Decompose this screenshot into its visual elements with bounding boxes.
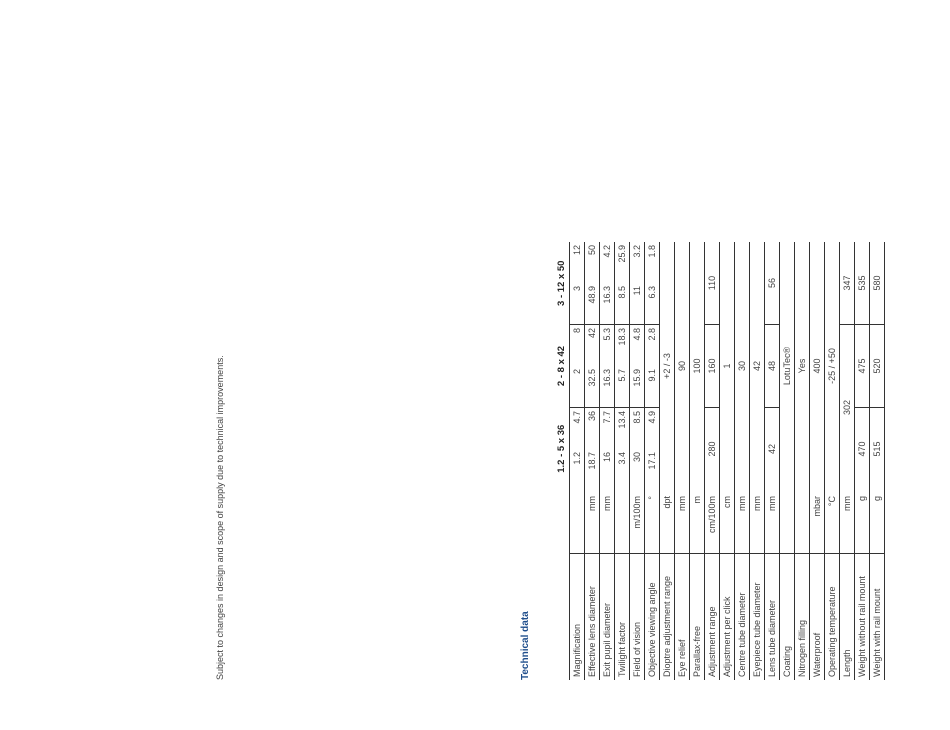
row-value: 15.9	[630, 366, 645, 408]
row-label: Parallax-free	[690, 554, 705, 681]
row-value: 16.3	[600, 366, 615, 408]
row-value: 580	[870, 242, 885, 325]
model-2-header: 2 - 8 x 42	[553, 325, 570, 408]
row-value: 16	[600, 449, 615, 490]
model-1-header: 1.2 - 5 x 36	[553, 408, 570, 491]
table-row	[750, 242, 765, 680]
row-label: Eye relief	[675, 554, 690, 681]
row-unit	[615, 490, 630, 554]
row-unit: mm	[765, 490, 780, 554]
table-row	[795, 242, 810, 680]
row-value: LotuTec®	[780, 242, 795, 490]
row-value: 1.2	[570, 449, 585, 490]
row-unit: dpt	[660, 490, 675, 554]
row-value: 2	[570, 366, 585, 408]
row-value: 4.2	[600, 242, 615, 283]
row-value: 13.4	[615, 408, 630, 450]
row-unit: g	[870, 490, 885, 554]
row-label: Effective lens diameter	[585, 554, 600, 681]
table-row	[690, 242, 705, 680]
table-row	[735, 242, 750, 680]
table-row	[585, 242, 600, 680]
row-value: 48.9	[585, 283, 600, 325]
row-unit	[780, 490, 795, 554]
row-value: 42	[765, 408, 780, 491]
row-label: Twilight factor	[615, 554, 630, 681]
row-value: 515	[870, 408, 885, 491]
row-value: 11	[630, 283, 645, 325]
row-value: 9.1	[645, 366, 660, 408]
row-value: 32.5	[585, 366, 600, 408]
table-row	[570, 242, 585, 680]
table-row	[705, 242, 720, 680]
row-value: +2 / -3	[660, 242, 675, 490]
technical-data-table	[553, 242, 885, 680]
row-unit	[570, 490, 585, 554]
table-row	[615, 242, 630, 680]
row-label: Length	[840, 554, 855, 681]
row-value: 42	[585, 325, 600, 367]
row-label: Field of vision	[630, 554, 645, 681]
row-value: 8	[570, 325, 585, 367]
footer-note: Subject to changes in design and scope of supply due to technical improvements.	[215, 355, 225, 680]
row-unit: mm	[735, 490, 750, 554]
row-value: 2.8	[645, 325, 660, 367]
row-unit: mm	[675, 490, 690, 554]
row-unit: mbar	[810, 490, 825, 554]
table-row	[660, 242, 675, 680]
row-value: 30	[630, 449, 645, 490]
table-row	[810, 242, 825, 680]
row-value: 475	[855, 325, 870, 408]
row-unit: mm	[600, 490, 615, 554]
row-value: 56	[765, 242, 780, 325]
row-value: 280	[705, 408, 720, 491]
row-unit: mm	[840, 490, 855, 554]
row-value: 17.1	[645, 449, 660, 490]
table-row	[825, 242, 840, 680]
row-value: 16.3	[600, 283, 615, 325]
row-label: Dioptre adjustment range	[660, 554, 675, 681]
row-unit: mm	[750, 490, 765, 554]
row-value: 8.5	[615, 283, 630, 325]
row-label: Coating	[780, 554, 795, 681]
row-label: Magnification	[570, 554, 585, 681]
row-value: 3.2	[630, 242, 645, 283]
row-value: 3.4	[615, 449, 630, 490]
row-value: 90	[675, 242, 690, 490]
row-value: 4.9	[645, 408, 660, 450]
row-value: 4.7	[570, 408, 585, 450]
table-row	[855, 242, 870, 680]
row-unit: m	[690, 490, 705, 554]
row-value: 470	[855, 408, 870, 491]
row-value: 5.3	[600, 325, 615, 367]
row-value: 160	[705, 325, 720, 408]
row-label: Objective viewing angle	[645, 554, 660, 681]
row-value: 42	[750, 242, 765, 490]
row-value: 347	[840, 242, 855, 325]
table-row	[630, 242, 645, 680]
row-value: Yes	[795, 242, 810, 490]
model-3-header: 3 - 12 x 50	[553, 242, 570, 325]
row-value: 302	[840, 325, 855, 491]
table-row	[600, 242, 615, 680]
row-label: Weight with rail mount	[870, 554, 885, 681]
table-row	[780, 242, 795, 680]
row-unit: mm	[585, 490, 600, 554]
row-value: 3	[570, 283, 585, 325]
row-unit: cm/100m	[705, 490, 720, 554]
table-row	[870, 242, 885, 680]
row-value: 12	[570, 242, 585, 283]
row-value: 400	[810, 242, 825, 490]
row-label: Adjustment range	[705, 554, 720, 681]
row-unit: g	[855, 490, 870, 554]
row-value: 520	[870, 325, 885, 408]
table-row	[720, 242, 735, 680]
row-unit	[795, 490, 810, 554]
row-label: Nitrogen filling	[795, 554, 810, 681]
row-value: 36	[585, 408, 600, 450]
row-value: 110	[705, 242, 720, 325]
row-value: 1.8	[645, 242, 660, 283]
table-row	[645, 242, 660, 680]
row-unit: cm	[720, 490, 735, 554]
row-value: 25.9	[615, 242, 630, 283]
row-value: 8.5	[630, 408, 645, 450]
row-unit: °	[645, 490, 660, 554]
row-value: 7.7	[600, 408, 615, 450]
row-value: 100	[690, 242, 705, 490]
row-value: 50	[585, 242, 600, 283]
page-title: Technical data	[520, 611, 531, 680]
row-label: Adjustment per click	[720, 554, 735, 681]
row-value: 4.8	[630, 325, 645, 367]
row-label: Centre tube diameter	[735, 554, 750, 681]
row-value: 30	[735, 242, 750, 490]
row-value: 18.7	[585, 449, 600, 490]
header-label-col	[553, 554, 570, 681]
table-row	[840, 242, 855, 680]
row-value: 6.3	[645, 283, 660, 325]
row-label: Waterproof	[810, 554, 825, 681]
row-label: Lens tube diameter	[765, 554, 780, 681]
rotated-page	[215, 50, 900, 680]
header-unit-col	[553, 490, 570, 554]
row-label: Operating temperature	[825, 554, 840, 681]
row-value: 535	[855, 242, 870, 325]
row-unit: m/100m	[630, 490, 645, 554]
row-value: 5.7	[615, 366, 630, 408]
row-label: Eyepiece tube diameter	[750, 554, 765, 681]
table-row	[765, 242, 780, 680]
row-unit: °C	[825, 490, 840, 554]
table-header-row	[553, 242, 570, 680]
row-value: -25 / +50	[825, 242, 840, 490]
row-value: 48	[765, 325, 780, 408]
row-value: 18.3	[615, 325, 630, 367]
row-label: Exit pupil diameter	[600, 554, 615, 681]
row-value: 1	[720, 242, 735, 490]
row-label: Weight without rail mount	[855, 554, 870, 681]
table-row	[675, 242, 690, 680]
